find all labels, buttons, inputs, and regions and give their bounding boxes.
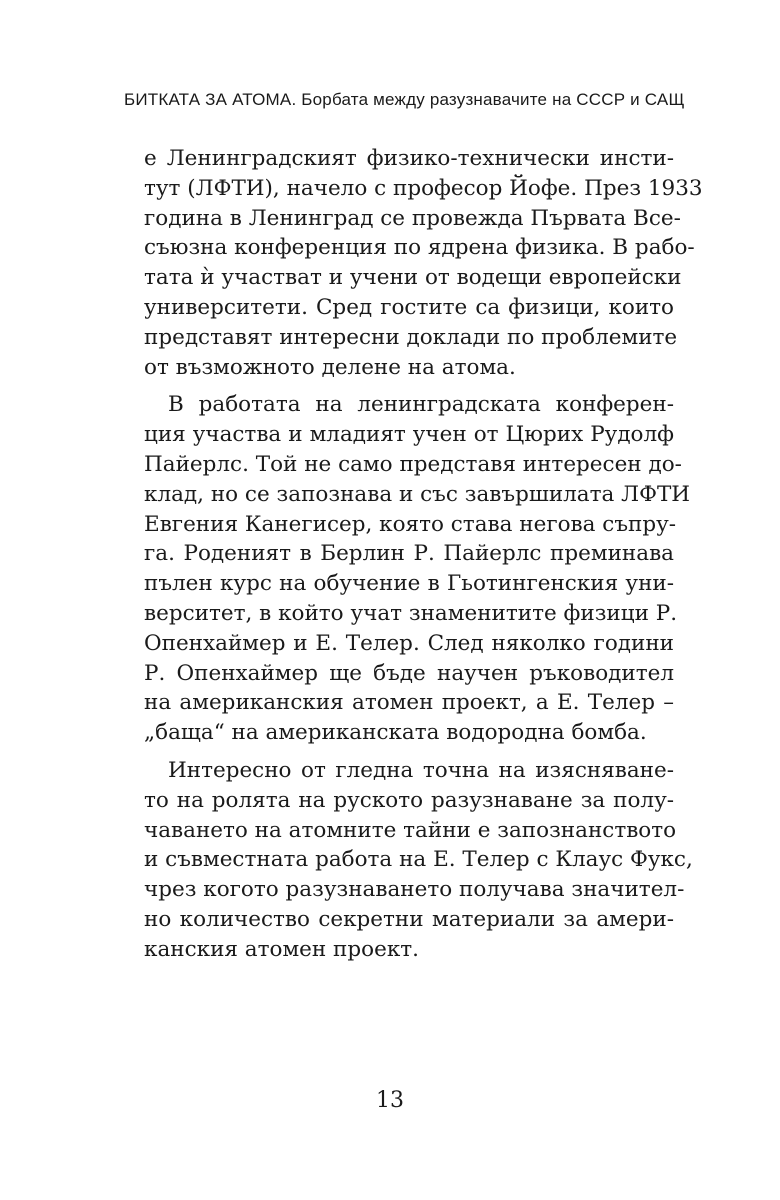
paragraph bbox=[144, 144, 703, 382]
text-line: ция участва и младият учен от Цюрих Рудолф bbox=[144, 422, 674, 448]
text-line: клад, но се запознава и със завършилата ЛФТИ bbox=[144, 481, 691, 507]
text-line: тата ѝ участват и учени от водещи европейски bbox=[144, 265, 682, 291]
text-line: га. Роденият в Берлин Р. Пайерлс преминава bbox=[144, 541, 674, 567]
text-line: представят интересни доклади по проблемите bbox=[144, 324, 678, 350]
paragraph bbox=[144, 756, 693, 965]
text-line: „баща“ на американската водородна бомба. bbox=[144, 720, 647, 746]
text-line: Евгения Канегисер, която става негова съпру- bbox=[144, 511, 677, 537]
text-line: Пайерлс. Той не само представя интересен до- bbox=[144, 451, 682, 477]
text-line: Р. Опенхаймер ще бъде научен ръководител bbox=[144, 660, 674, 686]
text-line: съюзна конференция по ядрена физика. В рабо- bbox=[144, 235, 695, 261]
text-line: Опенхаймер и Е. Телер. След няколко години bbox=[144, 630, 674, 656]
text-line: верситет, в който учат знаменитите физици Р. bbox=[144, 600, 678, 626]
text-line: на американския атомен проект, а Е. Телер – bbox=[144, 690, 674, 716]
text-line: чаването на атомните тайни е запознанството bbox=[144, 817, 677, 843]
text-line: университети. Сред гостите са физици, които bbox=[144, 294, 674, 320]
page-number: 13 bbox=[376, 1088, 404, 1113]
text-line: канския атомен проект. bbox=[144, 936, 419, 962]
text-line: чрез когото разузнаването получава значител- bbox=[144, 877, 685, 903]
text-line: В работата на ленинградската конферен- bbox=[168, 392, 674, 418]
text-line: то на ролята на руското разузнаване за полу- bbox=[144, 787, 674, 813]
text-line: пълен курс на обучение в Гьотингенския уни- bbox=[144, 571, 674, 597]
body-text bbox=[144, 144, 703, 965]
text-line: но количество секретни материали за амери- bbox=[144, 906, 674, 932]
text-line: от възможното делене на атома. bbox=[144, 354, 516, 380]
paragraph bbox=[144, 390, 691, 748]
text-line: година в Ленинград се провежда Първата Все- bbox=[144, 205, 681, 231]
text-line: и съвместната работа на Е. Телер с Клаус Фукс, bbox=[144, 847, 693, 873]
text-line: тут (ЛФТИ), начело с професор Йофе. През 1933 bbox=[144, 175, 703, 201]
text-line: е Ленинградският физико-технически инсти- bbox=[144, 146, 674, 171]
text-line: Интересно от гледна точна на изясняване- bbox=[168, 757, 674, 783]
running-head: БИТКАТА ЗА АТОМА. Борбата между разузнавачите на СССР и САЩ bbox=[124, 90, 685, 109]
